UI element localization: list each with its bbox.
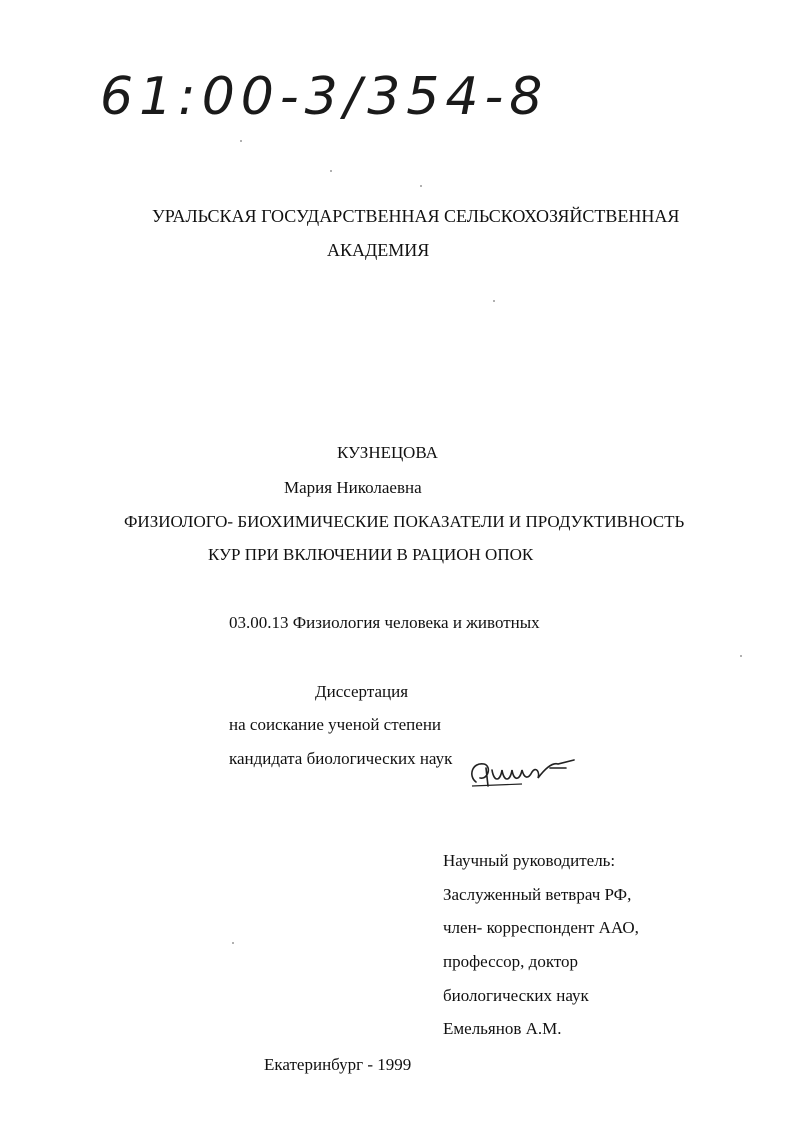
handwritten-signature: [462, 748, 582, 798]
supervisor-line-6: Емельянов А.М.: [443, 1019, 562, 1038]
scan-speck: [232, 942, 234, 944]
author-given-names: Мария Николаевна: [284, 478, 422, 497]
degree-line-2: на соискание ученой степени: [229, 715, 442, 734]
dissertation-title-line-2: КУР ПРИ ВКЛЮЧЕНИИ В РАЦИОН ОПОК: [208, 545, 534, 564]
scan-speck: [493, 300, 495, 302]
author-surname: КУЗНЕЦОВА: [337, 443, 438, 462]
place-and-year: Екатеринбург - 1999: [264, 1055, 412, 1074]
scan-speck: [240, 140, 242, 142]
supervisor-line-3: член- корреспондент ААО,: [443, 918, 639, 937]
scan-speck: [330, 170, 332, 172]
scan-speck: [740, 655, 742, 657]
supervisor-line-1: Научный руководитель:: [443, 851, 616, 870]
specialty-code: 03.00.13 Физиология человека и животных: [229, 613, 540, 632]
scan-speck: [420, 185, 422, 187]
institution-line-2: АКАДЕМИЯ: [327, 240, 430, 260]
supervisor-line-4: профессор, доктор: [443, 952, 579, 971]
supervisor-line-2: Заслуженный ветврач РФ,: [443, 885, 632, 904]
degree-line-1: Диссертация: [315, 682, 409, 701]
institution-line-1: УРАЛЬСКАЯ ГОСУДАРСТВЕННАЯ СЕЛЬСКОХОЗЯЙСТВЕННАЯ: [152, 206, 680, 226]
dissertation-title-line-1: ФИЗИОЛОГО- БИОХИМИЧЕСКИЕ ПОКАЗАТЕЛИ И ПРОДУКТИВНОСТЬ: [124, 512, 685, 531]
degree-line-3: кандидата биологических наук: [229, 749, 453, 768]
supervisor-line-5: биологических наук: [443, 986, 589, 1005]
handwritten-archive-code: [100, 58, 549, 138]
archive-code-text: 61:00-3/354-8: [100, 67, 549, 127]
